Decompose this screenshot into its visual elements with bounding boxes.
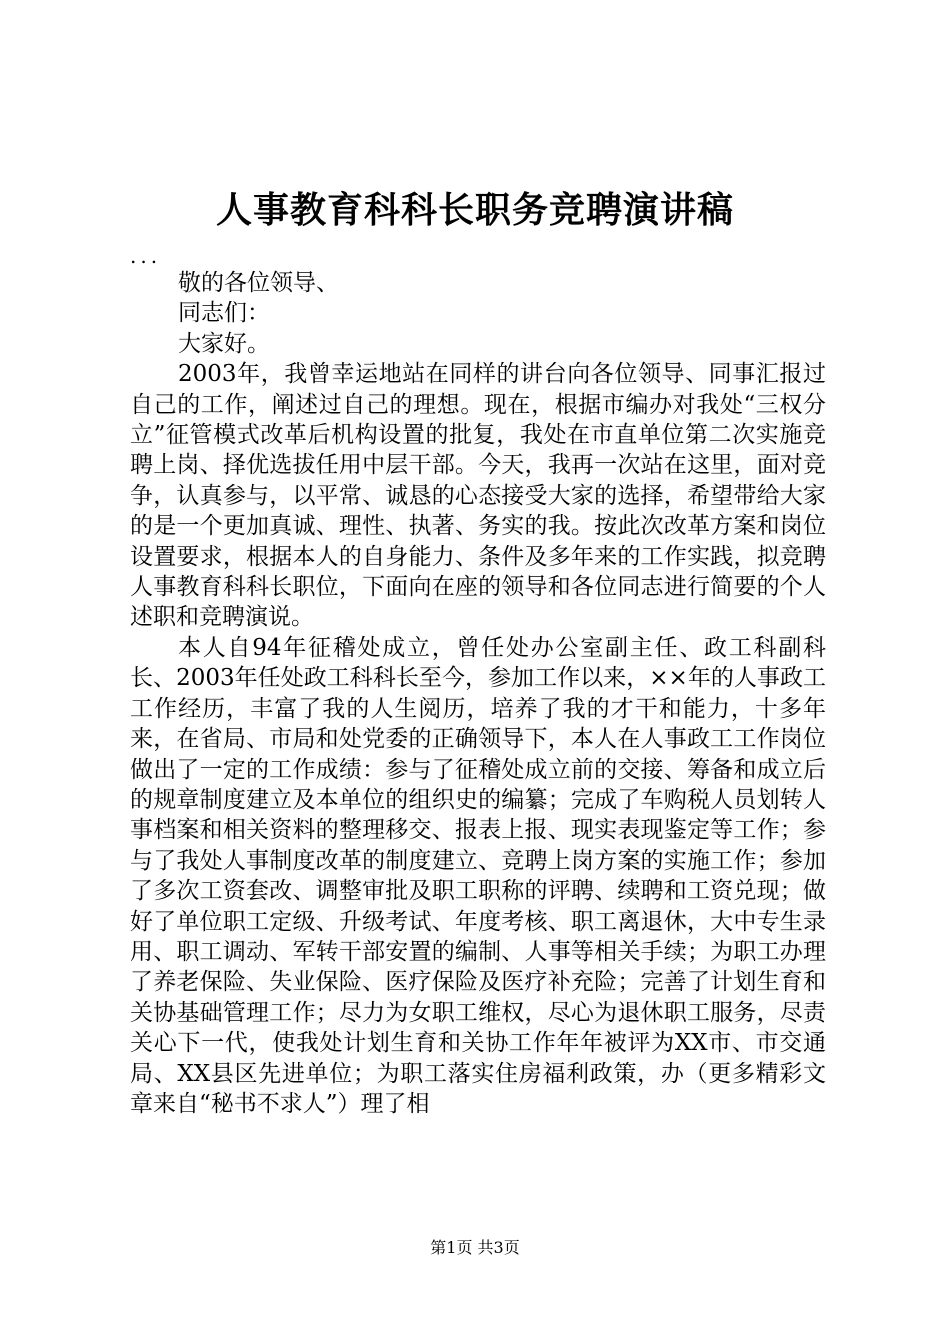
document-title: 人事教育科科长职务竞聘演讲稿 (215, 189, 734, 231)
ellipsis-line: ... (130, 244, 162, 268)
document-body (130, 244, 826, 1119)
paragraph-experience: 本人自94年征稽处成立，曾任处办公室副主任、政工科副科长、2003年任处政工科科长至今，参加工作以来，××年的人事政工工作经历，丰富了我的人生阅历，培养了我的才干和能力，十多年来，在省局、市局和处党委的正确领导下，本人在人事政工工作岗位做出了一定的工作成绩：参与了征稽处成立前的交接、筹备和成立后的规章制度建立及本单位的组织史的编纂；完成了车购税人员划转人事档案和相关资料的整理移交、报表上报、现实表现鉴定等工作；参与了我处人事制度改革的制度建立、竞聘上岗方案的实施工作；参加了多次工资套改、调整审批及职工职称的评聘、续聘和工资兑现；做好了单位职工定级、升级考试、年度考核、职工离退休，大中专生录用、职工调动、军转干部安置的编制、人事等相关手续；为职工办理了养老保险、失业保险、医疗保险及医疗补充险；完善了计划生育和关协基础管理工作；尽力为女职工维权，尽心为退休职工服务，尽责关心下一代，使我处计划生育和关协工作年年被评为XX市、市交通局、XX县区先进单位；为职工落实住房福利政策，办（更多精彩文章来自“秘书不求人”）理了相 (130, 634, 826, 1117)
greeting-line-1: 敬的各位领导、 (178, 270, 339, 296)
greeting-line-2: 同志们： (178, 300, 270, 327)
page-number-footer: 第1页 共3页 (430, 1238, 520, 1257)
paragraph-intro: 2003年，我曾幸运地站在同样的讲台向各位领导、同事汇报过自己的工作，阐述过自己的理想。现在，根据市编办对我处“三权分立”征管模式改革后机构设置的批复，我处在市直单位第二次实施竞聘上岗、择优选拔任用中层干部。今天，我再一次站在这里，面对竞争，认真参与，以平常、诚恳的心态接受大家的选择，希望带给大家的是一个更加真诚、理性、执著、务实的我。按此次改革方案和岗位设置要求，根据本人的自身能力、条件及多年来的工作实践，拟竞聘人事教育科科长职位，下面向在座的领导和各位同志进行简要的个人述职和竞聘演说。 (130, 361, 826, 631)
greeting-line-3: 大家好。 (178, 330, 270, 357)
